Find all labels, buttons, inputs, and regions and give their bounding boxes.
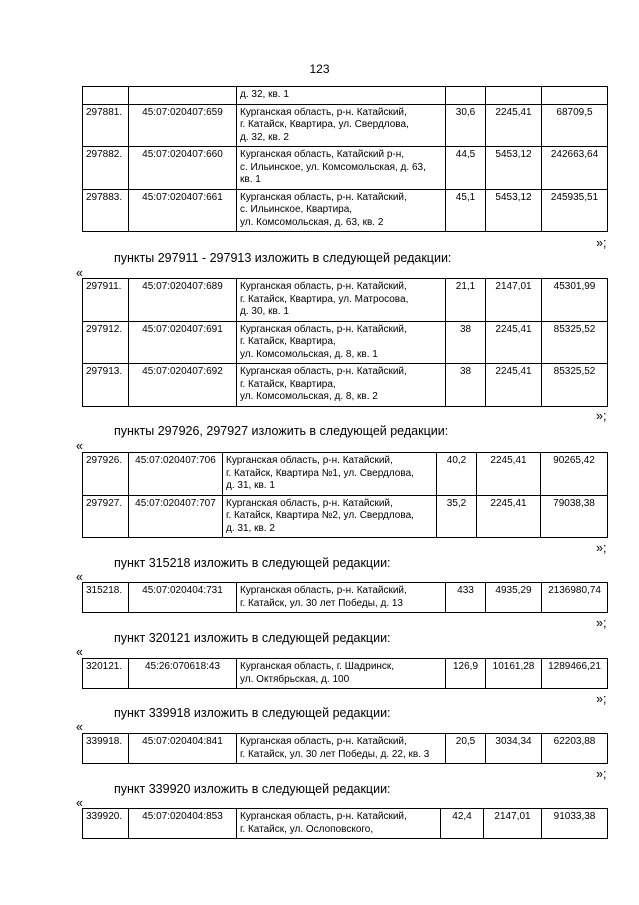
address-line: г. Катайск, ул. 30 лет Победы, д. 22, кв. 3 (240, 748, 430, 760)
address (237, 321, 446, 364)
opening-quote: « (76, 720, 83, 734)
address (237, 809, 441, 839)
cadastral-value: 79038,38 (541, 495, 608, 538)
specific-value: 5453,12 (486, 189, 542, 232)
address-line: с. Ильинское, Квартира, (240, 204, 353, 215)
address-line: Курганская область, р-н. Катайский, (226, 455, 393, 466)
cadastral-number (129, 87, 237, 105)
register-table (82, 733, 608, 764)
cadastral-value: 2136980,74 (542, 583, 608, 613)
address-line: Курганская область, р-н. Катайский, (240, 106, 407, 118)
section-heading: пункты 297911 - 297913 изложить в следующей редакции: (114, 251, 452, 265)
address-line: г. Катайск, Квартира №1, ул. Свердлова, (226, 467, 414, 479)
address (237, 583, 446, 613)
item-number: 297913. (83, 364, 129, 407)
section-heading: пункт 315218 изложить в следующей редакции: (114, 556, 391, 570)
cadastral-number: 45:07:020404:841 (129, 734, 237, 764)
address-line: Курганская область, р-н. Катайский, (240, 366, 407, 377)
cadastral-value: 1289466,21 (542, 659, 608, 689)
address-line: Курганская область, р-н. Катайский, (240, 585, 407, 596)
address (237, 734, 446, 764)
section-heading: пункт 320121 изложить в следующей редакции: (114, 631, 391, 645)
specific-value: 5453,12 (486, 147, 542, 190)
opening-quote: « (76, 645, 83, 659)
cadastral-number: 45:07:020407:659 (129, 104, 237, 147)
area: 44,5 (446, 147, 486, 190)
cadastral-value: 242663,64 (542, 147, 608, 190)
cadastral-number: 45:07:020407:689 (129, 279, 237, 322)
address-line: Курганская область, р-н. Катайский, (226, 497, 393, 509)
address-line: д. 31, кв. 2 (226, 522, 275, 534)
table-row (83, 321, 608, 364)
area: 42,4 (441, 809, 484, 839)
address-line: ул. Комсомольская, д. 8, кв. 1 (240, 348, 378, 360)
cadastral-number: 45:07:020407:707 (129, 495, 223, 538)
table-row (83, 279, 608, 322)
register-table (82, 452, 608, 538)
address-line: д. 32, кв. 1 (240, 89, 289, 100)
specific-value: 3034,34 (486, 734, 542, 764)
address-line: Курганская область, Катайский р-н, (240, 149, 405, 160)
specific-value: 2147,01 (484, 809, 542, 839)
table-row (83, 734, 608, 764)
closing-quote: »; (596, 541, 607, 555)
item-number: 297882. (83, 147, 129, 190)
address (237, 659, 446, 689)
section-heading: пункты 297926, 297927 изложить в следующей редакции: (114, 424, 449, 438)
address-line: г. Катайск, Квартира, (240, 378, 336, 390)
opening-quote: « (76, 266, 83, 280)
address-line: г. Катайск, Квартира, ул. Матросова, (240, 293, 409, 305)
closing-quote: »; (596, 409, 607, 423)
table-row (83, 147, 608, 190)
item-number (83, 87, 129, 105)
specific-value: 10161,28 (486, 659, 542, 689)
cadastral-number: 45:07:020407:692 (129, 364, 237, 407)
cadastral-value: 90265,42 (541, 453, 608, 496)
closing-quote: »; (596, 767, 607, 781)
closing-quote: »; (596, 616, 607, 630)
page-number: 123 (309, 62, 330, 76)
address (237, 189, 446, 232)
address-line: Курганская область, р-н. Катайский, (240, 736, 407, 747)
address-line: г. Катайск, Квартира, (240, 336, 336, 347)
table-row (83, 189, 608, 232)
area: 20,5 (446, 734, 486, 764)
register-table (82, 278, 608, 407)
cadastral-number: 45:07:020407:706 (129, 453, 223, 496)
address-line: д. 30, кв. 1 (240, 306, 289, 317)
area: 30,6 (446, 104, 486, 147)
address-line: д. 31, кв. 1 (226, 480, 275, 491)
specific-value: 2245,41 (477, 453, 541, 496)
cadastral-number: 45:07:020407:660 (129, 147, 237, 190)
section-heading: пункт 339920 изложить в следующей редакции: (114, 782, 391, 796)
area: 126,9 (446, 659, 486, 689)
cadastral-value: 91033,38 (542, 809, 608, 839)
table-row (83, 659, 608, 689)
area: 38 (446, 364, 486, 407)
register-table (82, 582, 608, 613)
closing-quote: »; (596, 236, 607, 250)
item-number: 339920. (83, 809, 129, 839)
address-line: ул. Комсомольская, д. 8, кв. 2 (240, 391, 378, 402)
cadastral-value: 62203,88 (542, 734, 608, 764)
specific-value: 4935,29 (486, 583, 542, 613)
address (223, 453, 437, 496)
cadastral-value: 245935,51 (542, 189, 608, 232)
area: 38 (446, 321, 486, 364)
address-line: д. 32, кв. 2 (240, 131, 289, 143)
address-line: Курганская область, р-н. Катайский, (240, 323, 407, 335)
address (237, 364, 446, 407)
address (237, 147, 446, 190)
area: 40,2 (437, 453, 477, 496)
section-heading: пункт 339918 изложить в следующей редакции: (114, 706, 391, 720)
specific-value: 2245,41 (486, 321, 542, 364)
item-number: 297883. (83, 189, 129, 232)
register-table (82, 86, 608, 232)
opening-quote: « (76, 796, 83, 810)
address (237, 279, 446, 322)
cadastral-number: 45:26:070618:43 (129, 659, 237, 689)
area: 35,2 (437, 495, 477, 538)
item-number: 339918. (83, 734, 129, 764)
cadastral-value (542, 87, 608, 105)
cadastral-number: 45:07:020407:691 (129, 321, 237, 364)
address-line: с. Ильинское, ул. Комсомольская, д. 63, (240, 161, 426, 173)
cadastral-number: 45:07:020407:661 (129, 189, 237, 232)
table-row (83, 583, 608, 613)
specific-value: 2245,41 (486, 104, 542, 147)
address-line: г. Катайск, Квартира №2, ул. Свердлова, (226, 510, 414, 521)
closing-quote: »; (596, 692, 607, 706)
item-number: 320121. (83, 659, 129, 689)
register-table (82, 808, 608, 839)
address-line: ул. Октябрьская, д. 100 (240, 673, 350, 685)
address-line: г. Катайск, Квартира, ул. Свердлова, (240, 119, 409, 130)
address-line: Курганская область, р-н. Катайский, (240, 281, 407, 292)
table-row (83, 364, 608, 407)
address-line: Курганская область, р-н. Катайский, (240, 191, 407, 203)
opening-quote: « (76, 439, 83, 453)
table-row (83, 453, 608, 496)
cadastral-value: 68709,5 (542, 104, 608, 147)
cadastral-value: 85325,52 (542, 364, 608, 407)
item-number: 297881. (83, 104, 129, 147)
specific-value: 2245,41 (486, 364, 542, 407)
area: 433 (446, 583, 486, 613)
table-row (83, 104, 608, 147)
address (223, 495, 437, 538)
specific-value: 2147,01 (486, 279, 542, 322)
register-table (82, 658, 608, 689)
specific-value: 2245,41 (477, 495, 541, 538)
item-number: 297927. (83, 495, 129, 538)
item-number: 297912. (83, 321, 129, 364)
address-line: ул. Комсомольская, д. 63, кв. 2 (240, 216, 384, 228)
cadastral-value: 45301,99 (542, 279, 608, 322)
area: 21,1 (446, 279, 486, 322)
address (237, 104, 446, 147)
cadastral-number: 45:07:020404:853 (129, 809, 237, 839)
address-line: г. Катайск, ул. 30 лет Победы, д. 13 (240, 597, 403, 609)
area (446, 87, 486, 105)
table-row (83, 87, 608, 105)
address (237, 87, 446, 105)
table-row (83, 809, 608, 839)
address-line: г. Катайск, ул. Ослоповского, (240, 823, 374, 835)
table-row (83, 495, 608, 538)
cadastral-number: 45:07:020404:731 (129, 583, 237, 613)
opening-quote: « (76, 570, 83, 584)
address-line: Курганская область, р-н. Катайский, (240, 811, 407, 822)
area: 45,1 (446, 189, 486, 232)
item-number: 297926. (83, 453, 129, 496)
item-number: 297911. (83, 279, 129, 322)
specific-value (486, 87, 542, 105)
address-line: Курганская область, г. Шадринск, (240, 661, 395, 672)
address-line: кв. 1 (240, 174, 261, 185)
cadastral-value: 85325,52 (542, 321, 608, 364)
item-number: 315218. (83, 583, 129, 613)
